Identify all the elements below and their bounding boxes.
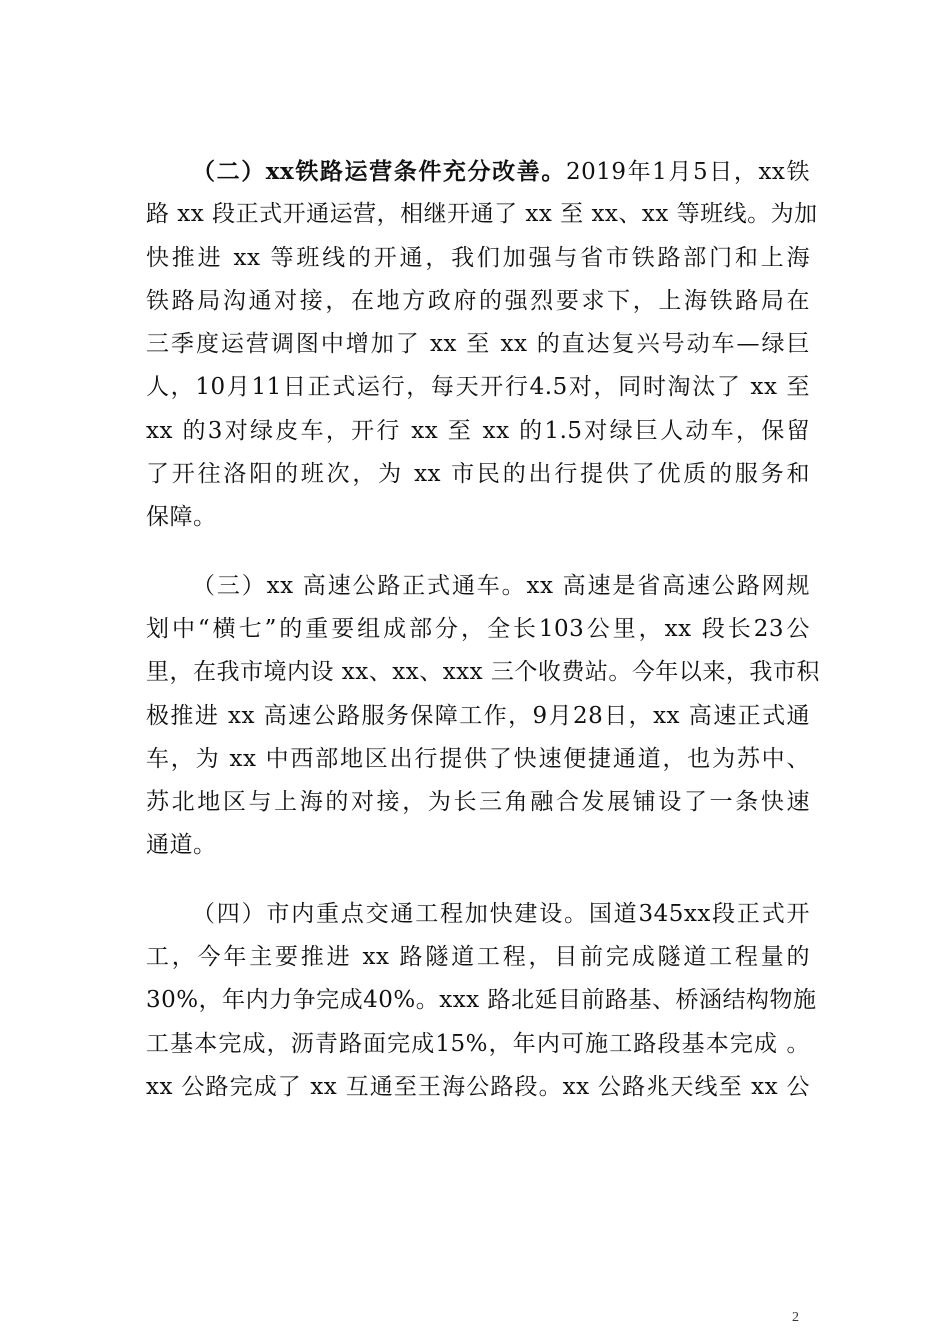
text-line: 路 xx 段正式开通运营，相继开通了 xx 至 xx、xx 等班线。为加 — [146, 201, 818, 228]
text-line: （四）市内重点交通工程加快建设。国道345xx段正式开 — [192, 900, 810, 927]
paragraph-highway — [146, 565, 820, 868]
text-line: 极推进 xx 高速公路服务保障工作，9月28日，xx 高速正式通 — [146, 702, 810, 729]
paragraph-railway — [146, 150, 818, 540]
text-line: 划中“横七”的重要组成部分，全长103公里，xx 段长23公 — [146, 615, 810, 642]
text-line: （三）xx 高速公路正式通车。xx 高速是省高速公路网规 — [192, 572, 810, 599]
paragraph-city-projects — [146, 893, 817, 1109]
page-number: 2 — [792, 1310, 799, 1325]
text-line: xx 公路完成了 xx 互通至王海公路段。xx 公路兆天线至 xx 公 — [146, 1073, 810, 1100]
text-line: 人，10月11日正式运行，每天开行4.5对，同时淘汰了 xx 至 — [146, 374, 810, 401]
text-line: 快推进 xx 等班线的开通，我们加强与省市铁路部门和上海 — [146, 244, 810, 271]
text-line: 工基本完成，沥青路面完成15%，年内可施工路段基本完成 。 — [146, 1030, 810, 1057]
text-line: 通道。 — [146, 832, 217, 859]
section-heading-railway: （二）xx铁路运营条件充分改善。 — [192, 158, 566, 185]
text-line: 了开往洛阳的班次，为 xx 市民的出行提供了优质的服务和 — [146, 461, 810, 488]
text-line: xx 的3对绿皮车，开行 xx 至 xx 的1.5对绿巨人动车，保留 — [146, 417, 810, 444]
text-line: 车，为 xx 中西部地区出行提供了快速便捷通道，也为苏中、 — [146, 745, 810, 772]
text-line: 里，在我市境内设 xx、xx、xxx 三个收费站。今年以来，我市积 — [146, 659, 820, 686]
text-line: 工，今年主要推进 xx 路隧道工程，目前完成隧道工程量的 — [146, 944, 810, 971]
text-run: 2019年1月5日，xx铁 — [565, 159, 810, 185]
text-line: 铁路局沟通对接，在地方政府的强烈要求下，上海铁路局在 — [146, 287, 810, 314]
document-body — [146, 150, 820, 1134]
text-line: 保障。 — [146, 504, 217, 531]
text-line: 苏北地区与上海的对接，为长三角融合发展铺设了一条快速 — [146, 789, 810, 816]
text-line: 30%，年内力争完成40%。xxx 路北延目前路基、桥涵结构物施 — [146, 987, 817, 1014]
text-line — [146, 150, 810, 193]
text-line: 三季度运营调图中增加了 xx 至 xx 的直达复兴号动车—绿巨 — [146, 331, 810, 358]
